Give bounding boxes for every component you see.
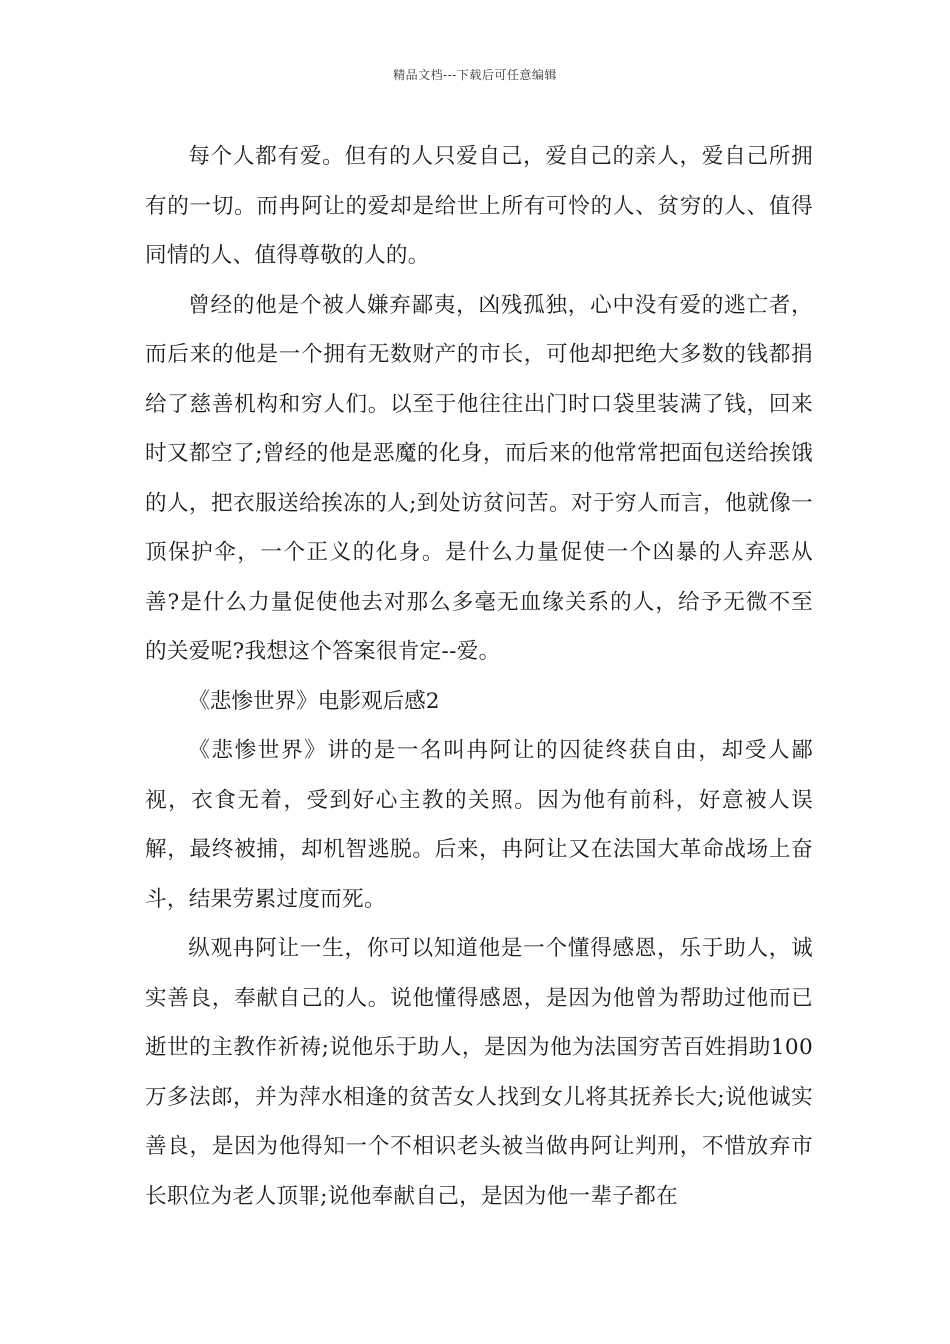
- document-body: [145, 132, 813, 1221]
- paragraph-1: 每个人都有爱。但有的人只爱自己，爱自己的亲人，爱自己所拥有的一切。而冉阿让的爱却是给世上所有可怜的人、贫穷的人、值得同情的人、值得尊敬的人的。: [145, 144, 813, 268]
- paragraph-4: 纵观冉阿让一生，你可以知道他是一个懂得感恩，乐于助人，诚实善良，奉献自己的人。说他懂得感恩，是因为他曾为帮助过他而已逝世的主教作祈祷;说他乐于助人，是因为他为法国穷苦百姓捐助100万多法郎，并为萍水相逢的贫苦女人找到女儿将其抚养长大;说他诚实善良，是因为他得知一个不相识老头被当做冉阿让判刑，不惜放弃市长职位为老人顶罪;说他奉献自己，是因为他一辈子都在: [145, 936, 813, 1209]
- section-title: 《悲惨世界》电影观后感2: [188, 688, 440, 714]
- paragraph-2: 曾经的他是个被人嫌弃鄙夷，凶残孤独，心中没有爱的逃亡者，而后来的他是一个拥有无数财产的市长，可他却把绝大多数的钱都捐给了慈善机构和穷人们。以至于他往往出门时口袋里装满了钱，回来时又都空了;曾经的他是恶魔的化身，而后来的他常常把面包送给挨饿的人，把衣服送给挨冻的人;到处访贫问苦。对于穷人而言，他就像一顶保护伞，一个正义的化身。是什么力量促使一个凶暴的人弃恶从善?是什么力量促使他去对那么多毫无血缘关系的人，给予无微不至的关爱呢?我想这个答案很肯定--爱。: [145, 292, 813, 664]
- page-header: 精品文档---下载后可任意编辑: [393, 68, 557, 82]
- paragraph-3: 《悲惨世界》讲的是一名叫冉阿让的囚徒终获自由，却受人鄙视，衣食无着，受到好心主教的关照。因为他有前科，好意被人误解，最终被捕，却机智逃脱。后来，冉阿让又在法国大革命战场上奋斗，结果劳累过度而死。: [145, 738, 813, 912]
